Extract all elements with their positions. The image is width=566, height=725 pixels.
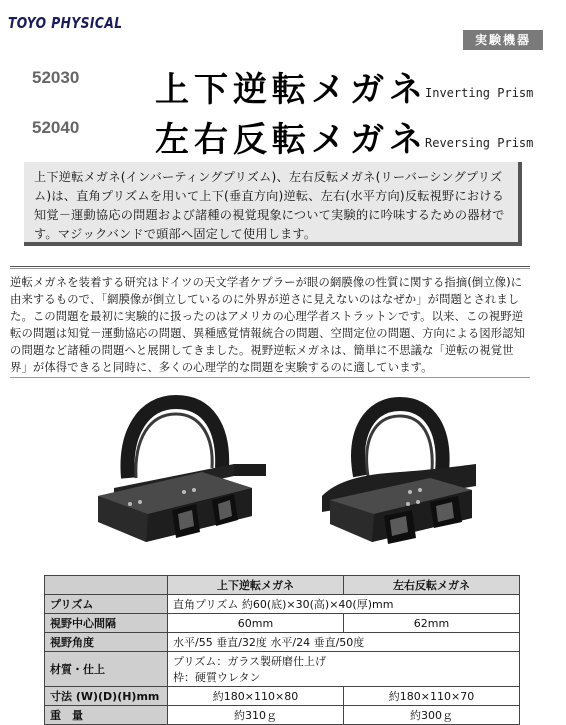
spec-value-center-inverting: 60mm <box>168 614 344 633</box>
spec-value-center-reversing: 62mm <box>343 614 519 633</box>
product-title-reversing: 左右反転メガネ <box>155 120 428 160</box>
spec-label-weight: 重 量 <box>45 706 168 725</box>
reversing-goggles-photo <box>300 392 490 557</box>
spec-material-prism: プリズム：ガラス製研磨仕上げ <box>173 655 327 668</box>
spec-header-blank <box>45 576 168 595</box>
spec-value-prism: 直角プリズム 約60(底)×30(高)×40(厚)mm <box>168 595 520 614</box>
product-code-inverting: 52030 <box>32 68 80 87</box>
spec-value-angle: 水平/55 垂直/32度 水平/24 垂直/50度 <box>168 633 520 652</box>
divider-bottom <box>10 377 530 378</box>
spec-value-size-inverting: 約180×110×80 <box>168 687 344 706</box>
spec-label-center: 視野中心間隔 <box>45 614 168 633</box>
spec-header-row <box>45 576 520 595</box>
spec-value-weight-reversing: 約300ｇ <box>343 706 519 725</box>
spec-label-prism: プリズム <box>45 595 168 614</box>
spec-label-material: 材質・仕上 <box>45 652 168 687</box>
spec-table <box>44 575 520 725</box>
product-subtitle-inverting: Inverting Prism <box>425 86 534 100</box>
spec-value-weight-inverting: 約310ｇ <box>168 706 344 725</box>
spec-row-angle <box>45 633 520 652</box>
spec-row-prism <box>45 595 520 614</box>
spec-label-size: 寸法 (W)(D)(H)mm <box>45 687 168 706</box>
spec-material-frame: 枠：硬質ウレタン <box>173 671 261 684</box>
description-text: 上下逆転メガネ(インバーティングプリズム)、左右反転メガネ(リーバーシングプリズム)は、直角プリズムを用いて上下(垂直方向)逆転、左右(水平方向)反転視野における知覚－運動協応の問題および諸種の視覚現象について実験的に吟味するための器材です。マジックバンドで頭部へ固定して使用します。 <box>34 170 505 241</box>
spec-label-angle: 視野角度 <box>45 633 168 652</box>
category-badge: 実験機器 <box>463 30 543 50</box>
brand-logo: TOYO PHYSICAL <box>8 14 123 32</box>
spec-header-reversing: 左右反転メガネ <box>343 576 519 595</box>
product-subtitle-reversing: Reversing Prism <box>425 136 534 150</box>
spec-value-size-reversing: 約180×110×70 <box>343 687 519 706</box>
spec-row-weight <box>45 706 520 725</box>
divider-top-inner <box>10 268 530 269</box>
description-box <box>24 162 522 246</box>
body-text: 逆転メガネを装着する研究はドイツの天文学者ケプラーが眼の網膜像の性質に関する指摘(倒立像)に由来するもので、「網膜像が倒立しているのに外界が逆さに見えないのはなぜか」が問題とされました。この問題を最初に実験的に扱ったのはアメリカの心理学者ストラットンです。以来、この視野逆転の問題は知覚－運動協応の問題、異種感覚情報統合の問題、空間定位の問題、方向による図形認知の問題など諸種の問題へと展開してきました。視野逆転メガネは、簡単に不思議な「逆転の視覚世界」が体得できると同時に、多くの心理学的な問題を実験するのに適しています。 <box>10 276 526 374</box>
spec-header-inverting: 上下逆転メガネ <box>168 576 344 595</box>
spec-row-center <box>45 614 520 633</box>
spec-row-material <box>45 652 520 687</box>
spec-row-size <box>45 687 520 706</box>
spec-value-material <box>168 652 520 687</box>
product-code-reversing: 52040 <box>32 118 80 137</box>
divider-top <box>10 266 530 267</box>
product-title-inverting: 上下逆転メガネ <box>155 70 428 110</box>
body-section <box>10 274 530 376</box>
inverting-goggles-photo <box>84 392 274 557</box>
